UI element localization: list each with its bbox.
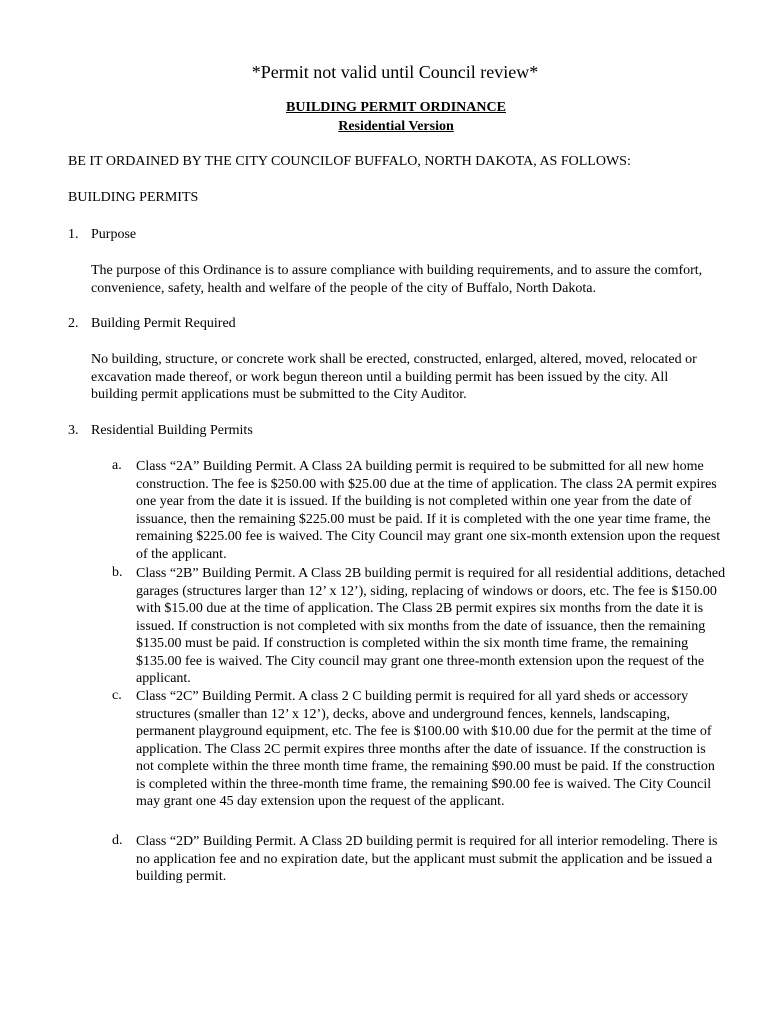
section-3-label: Residential Building Permits (91, 423, 253, 438)
item-d-text: Class “2D” Building Permit. A Class 2D building permit is required for all interior remodeling. There is no application fee and no expiration date, but the applicant must submit the application and be issued a building permit. (136, 834, 718, 884)
item-c-text: Class “2C” Building Permit. A class 2 C building permit is required for all yard sheds or accessory structures (smaller than 12’ x 12’), decks, above and underground fences, kennels, landscaping, permanent playground equipment, etc. The fee is $100.00 with $10.00 due for the permit at the time of application. The Class 2C permit expires three months after the date of issuance. If the construction is not complete within the three month time frame, the remaining $90.00 must be paid. If the construction is completed within the three-month time frame, the remaining $90.00 fee is waived. The City Council may grant one 45 day extension upon the request of the applicant. (136, 689, 715, 809)
item-c-letter: c. (112, 688, 122, 703)
item-a-text: Class “2A” Building Permit. A Class 2A building permit is required to be submitted for all new home construction. The fee is $250.00 with $25.00 due at the time of application. The class 2A permit expires one year from the date it is issued. If the building is not completed within one year from the date of issuance, then the remaining $225.00 must be paid. If it is completed with the one year time frame, the remaining $225.00 fee is waived. The City Council may grant one six-month extension upon the request of the applicant. (136, 459, 721, 562)
section-3-number: 3. (68, 423, 79, 438)
section-1-text: The purpose of this Ordinance is to assure compliance with building requirements, and to assure the comfort, convenience, safety, health and welfare of the people of the city of Buffalo, North Dakota. (91, 263, 703, 296)
section-1-number: 1. (68, 227, 79, 242)
item-b-text: Class “2B” Building Permit. A Class 2B building permit is required for all residential additions, detached garages (structures larger than 12’ x 12’), siding, replacing of windows or doors, etc. The fee is $150.00 with $15.00 due at the time of application. The Class 2B permit expires six months from the date it is issued. If construction is not completed with six months from the date of issuance, then the remaining $135.00 must be paid. If construction is completed within the six month time frame, the remaining $135.00 fee is waived. The City council may grant one three-month extension upon the request of the applicant. (136, 566, 726, 686)
item-d-letter: d. (112, 833, 123, 848)
section-2-number: 2. (68, 316, 79, 331)
section-2-label: Building Permit Required (91, 316, 236, 331)
section-1-label: Purpose (91, 227, 137, 242)
ordained-statement: BE IT ORDAINED BY THE CITY COUNCILOF BUFFALO, NORTH DAKOTA, AS FOLLOWS: (68, 154, 631, 169)
document-title: BUILDING PERMIT ORDINANCE (286, 100, 506, 115)
item-a-letter: a. (112, 458, 122, 473)
item-b-letter: b. (112, 565, 123, 580)
section-heading: BUILDING PERMITS (68, 190, 199, 205)
document-subtitle: Residential Version (338, 119, 454, 134)
council-review-notice: *Permit not valid until Council review* (251, 62, 539, 82)
section-2-text: No building, structure, or concrete work shall be erected, constructed, enlarged, altered, moved, relocated or excavation made thereof, or work begun thereon until a building permit has been issued by the city. All building permit applications must be submitted to the City Auditor. (91, 352, 697, 402)
